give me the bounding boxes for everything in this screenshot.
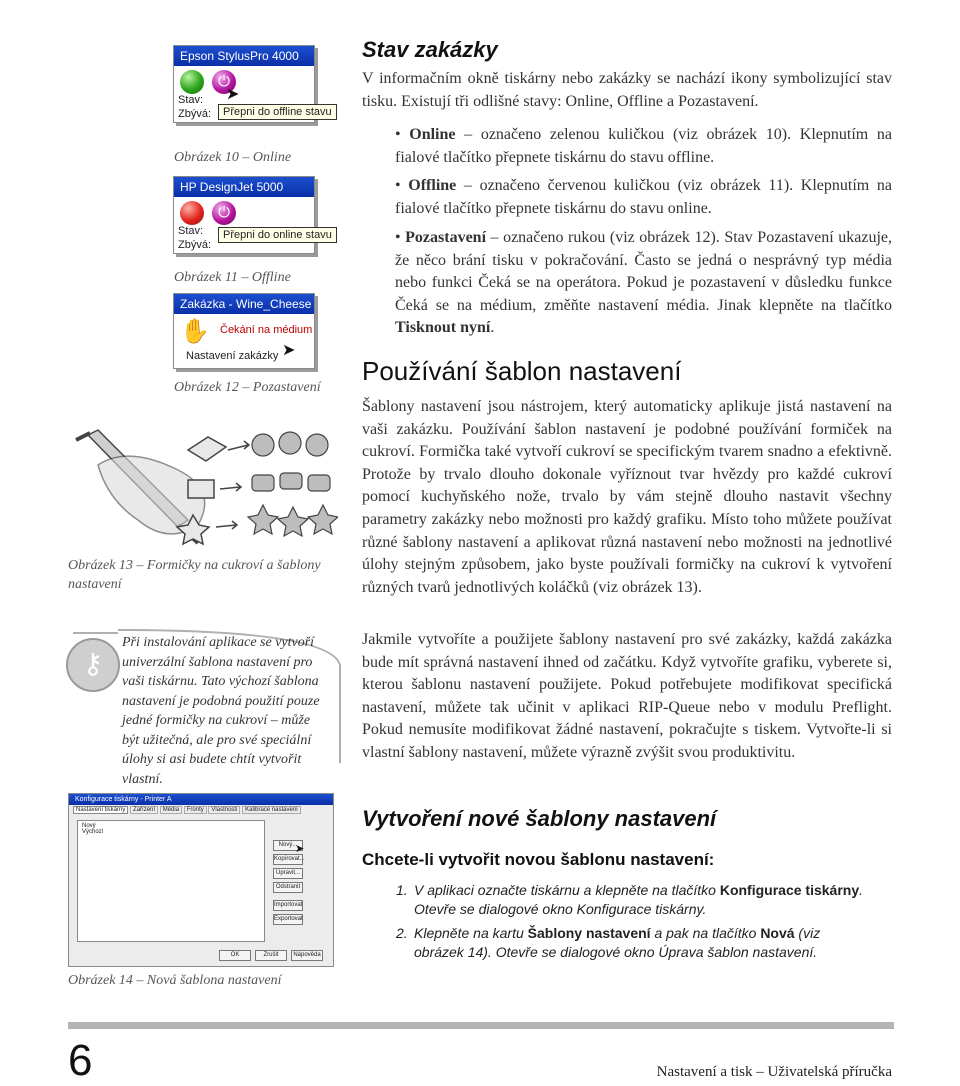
caption-fig12: Obrázek 12 – Pozastavení: [174, 380, 321, 395]
step-text: [396, 881, 866, 919]
step-number: 2.: [396, 925, 408, 941]
bullet-paused: [395, 227, 892, 340]
ok-button[interactable]: OK: [219, 950, 251, 961]
bullet-text: – označeno zelenou kuličkou (viz obrázek 10). Klepnutím na fialové tlačítko přepnete tiskárnu do stavu offline.: [395, 126, 892, 166]
print-now-term: Tisknout nyní: [395, 319, 491, 337]
remaining-label: Zbývá:: [178, 108, 212, 120]
tooltip: Přepni do offline stavu: [218, 104, 337, 120]
window-title: HP DesignJet 5000: [174, 177, 314, 197]
printer-config-dialog: [68, 793, 334, 967]
import-button[interactable]: Importovat: [273, 900, 303, 911]
key-icon: ⚷: [66, 638, 120, 692]
dialog-title: Konfigurace tiskárny - Printer A: [69, 794, 333, 805]
footer-text: Nastavení a tisk – Uživatelská příručka: [656, 1064, 892, 1080]
section-title-job-status: Stav zakázky: [362, 37, 498, 62]
offline-status-window: [173, 176, 332, 254]
installation-tip: Při instalování aplikace se vytvoří univerzální šablona nastavení pro vaši tiskárnu. Tato výchozí šablona nastavení je podobná použití pouze jedné formičky na cukroví – může být užitečná, ale pro své speciální úlohy si asi budete chtít vytvořit vlastní.: [122, 635, 320, 787]
step-2: [396, 924, 866, 962]
step-text-part: (viz obrázek 14). Otevře se dialogové okno Úprava šablon nastavení.: [414, 925, 821, 960]
section-title-new-template: Vytvoření nové šablony nastavení: [362, 806, 717, 831]
export-button[interactable]: Exportovat: [273, 914, 303, 925]
step-text-part: Klepněte na kartu: [414, 925, 528, 941]
green-ball-icon: [180, 70, 204, 94]
mouse-cursor-icon: ➤: [226, 84, 240, 103]
step-text-part: V aplikaci označte tiskárnu a klepněte na tlačítko: [414, 882, 720, 898]
list-item[interactable]: Výchozí: [82, 829, 104, 835]
delete-button[interactable]: Odstranit: [273, 882, 303, 893]
status-label: Stav:: [178, 94, 204, 106]
waiting-status: Čekání na médium: [220, 324, 313, 336]
bullet-dot: •: [395, 126, 410, 143]
tab-properties[interactable]: Vlastnosti: [208, 806, 240, 814]
templates-paragraph-1: Šablony nastavení jsou nástrojem, který automaticky aplikuje jistá nastavení na vaši zakázku. Používání šablon nastavení je podobné používání formiček na cukroví. Formička také vytvoří cukroví se specifickým tvarem snadno a efektivně. Protože by trvalo dlouho dokonale vyříznout tvar hvězdy pro každé cukroví pomocí kuchyňského nože, trvalo by vám stejně dlouho nastavit všechny parametry zakázky nebo možnosti pro každý grafiku. Místo toho můžete používat různé šablony nastavení a aplikovat různá nastavení nebo možnosti na jednotlivé úlohy stejným způsobem, jako byste používali formičky na cukroví k vytvoření různých tvarů jednotlivých koláčků (viz obrázek 13).: [362, 398, 892, 596]
tab-printer-settings[interactable]: Nastavení tiskárny: [73, 806, 128, 814]
help-button[interactable]: Nápověda: [291, 950, 323, 961]
new-button-name: Nová: [760, 925, 795, 941]
step-text-part: a pak na tlačítko: [650, 925, 761, 941]
templates-paragraph-2: Jakmile vytvoříte a použijete šablony nastavení pro své zakázky, každá zakázka bude mít správná nastavení ihned od začátku. Když vytvoříte grafiku, vyberete si, kterou šablonu nastavení použijete. Pokud potřebujete modifikovat specifická nastavení, můžete tak učinit v aplikaci RIP-Queue nebo v modulu Preflight. Pokud nemusíte modifikovat žádné nastavení, pokračujte s tiskem. Vytvořte-li si vlastní šablony nastavení, můžete výrazně zvýšit svou produktivitu.: [362, 631, 892, 761]
bullet-text: – označeno červenou kuličkou (viz obrázek 11). Klepnutím na fialové tlačítko přepnete tiskárnu do stavu online.: [395, 177, 892, 217]
section-title-templates: Používání šablon nastavení: [362, 356, 682, 386]
footer-rule: [68, 1022, 894, 1029]
new-button[interactable]: Nový...: [273, 840, 303, 851]
list-item[interactable]: Nový: [82, 823, 96, 829]
procedure-subtitle: Chcete-li vytvořit novou šablonu nastavení:: [362, 850, 715, 869]
step-text-part: . Otevře se dialogové okno Konfigurace tiskárny.: [414, 882, 863, 917]
online-status-window: [173, 45, 332, 123]
bullet-online: [395, 124, 892, 169]
page-number: 6: [68, 1036, 93, 1085]
bullet-term: Online: [409, 126, 456, 143]
bullet-text: – označeno rukou (viz obrázek 12). Stav Pozastavení ukazuje, že něco brání tisku v pokračování. Často se jedná o nesprávný typ média nebo funkci Čeká se na operátora. Pokud je pozastavení v důsledku funkce Čeká se na médium, změňte nastavení média. Jinak klepněte na tlačítko: [395, 229, 892, 314]
bullet-dot: •: [395, 229, 406, 246]
bullet-term: Offline: [408, 177, 457, 194]
caption-fig10: Obrázek 10 – Online: [174, 150, 292, 165]
hand-icon: ✋: [180, 317, 210, 345]
window-title: Zakázka - Wine_Cheese: [174, 294, 314, 314]
cancel-button[interactable]: Zrušit: [255, 950, 287, 961]
tab-media[interactable]: Média: [160, 806, 182, 814]
red-ball-icon: [180, 201, 204, 225]
caption-fig14: Obrázek 14 – Nová šablona nastavení: [68, 973, 282, 988]
tab-calibration[interactable]: Kalibrace nastavení: [242, 806, 301, 814]
bullet-offline: [395, 175, 892, 220]
tab-device[interactable]: Zařízení: [130, 806, 158, 814]
caption-fig13: Obrázek 13 – Formičky na cukroví a šablony nastavení: [68, 558, 321, 592]
dialog-tabs: [73, 807, 301, 813]
mouse-cursor-icon: ➤: [295, 842, 305, 855]
status-label: Stav:: [178, 225, 204, 237]
template-list[interactable]: [77, 820, 265, 942]
caption-fig11: Obrázek 11 – Offline: [174, 270, 291, 285]
edit-button[interactable]: Upravit...: [273, 868, 303, 879]
copy-button[interactable]: Kopírovat...: [273, 854, 303, 865]
bullet-period: .: [490, 319, 495, 337]
tooltip: Přepni do online stavu: [218, 227, 337, 243]
cookie-cutter-illustration: [68, 425, 338, 555]
job-settings-button[interactable]: Nastavení zakázky: [186, 350, 279, 362]
mouse-cursor-icon: ➤: [282, 340, 296, 359]
paused-job-window: [173, 293, 315, 369]
step-1: [396, 881, 866, 919]
tab-queues[interactable]: Fronty: [184, 806, 207, 814]
window-title: Epson StylusPro 4000: [174, 46, 314, 66]
bullet-dot: •: [395, 177, 409, 194]
step-number: 1.: [396, 882, 408, 898]
step-text: [396, 924, 866, 962]
power-button[interactable]: [212, 201, 236, 225]
job-status-intro: V informačním okně tiskárny nebo zakázky se nachází ikony symbolizující stav tisku. Existují tři odlišné stavy: Online, Offline a Pozastavení.: [362, 70, 892, 110]
remaining-label: Zbývá:: [178, 239, 212, 251]
bullet-term: Pozastavení: [405, 229, 487, 246]
templates-tab-name: Šablony nastavení: [527, 925, 651, 941]
config-button-name: Konfigurace tiskárny: [719, 882, 860, 898]
